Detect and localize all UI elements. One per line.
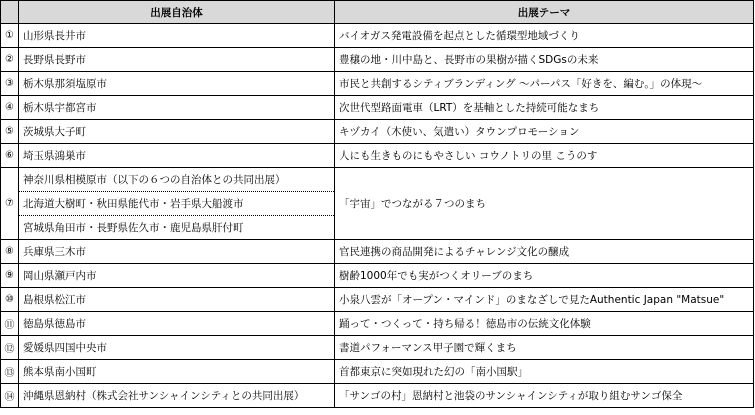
theme-cell: 「宇宙」でつながる７つのまち: [335, 168, 754, 240]
municipality-cell: 山形県長井市: [19, 24, 335, 48]
theme-cell: 「サンゴの村」恩納村と池袋のサンシャインシティが取り組むサンゴ保全: [335, 384, 754, 408]
header-municipality: 出展自治体: [19, 1, 335, 24]
theme-cell: 人にも生きものにもやさしい コウノトリの里 こうのす: [335, 144, 754, 168]
municipality-cell: 熊本県南小国町: [19, 360, 335, 384]
municipality-cell: 岡山県瀬戸内市: [19, 264, 335, 288]
theme-cell: 官民連携の商品開発によるチャレンジ文化の醸成: [335, 240, 754, 264]
table-row: [1, 72, 754, 96]
theme-cell: キヅカイ（木使い、気遣い）タウンプロモーション: [335, 120, 754, 144]
table-row: [1, 360, 754, 384]
municipality-cell: 茨城県大子町: [19, 120, 335, 144]
municipality-cell: 宮城県角田市・長野県佐久市・鹿児島県肝付町: [19, 216, 335, 240]
municipality-cell: 栃木県那須塩原市: [19, 72, 335, 96]
municipality-cell: 神奈川県相模原市（以下の６つの自治体との共同出展）: [19, 168, 335, 192]
theme-cell: 市民と共創するシティブランディング ～パーパス「好きを、編む。」の体現～: [335, 72, 754, 96]
table-row: [1, 288, 754, 312]
header-theme: 出展テーマ: [335, 1, 754, 24]
theme-cell: 首都東京に突如現れた幻の「南小国駅」: [335, 360, 754, 384]
municipality-cell: 埼玉県鴻巣市: [19, 144, 335, 168]
group-row: [1, 168, 754, 192]
row-number: ③: [1, 72, 19, 96]
table-row: [1, 264, 754, 288]
municipality-cell: 兵庫県三木市: [19, 240, 335, 264]
row-number: ⑪: [1, 312, 19, 336]
table-row: [1, 312, 754, 336]
table-row: [1, 120, 754, 144]
table-row: [1, 384, 754, 408]
row-number: ⑧: [1, 240, 19, 264]
theme-cell: 小泉八雲が「オープン・マインド」のまなざしで見たAuthentic Japan "Matsue": [335, 288, 754, 312]
municipality-cell: 北海道大樹町・秋田県能代市・岩手県大船渡市: [19, 192, 335, 216]
table-row: [1, 144, 754, 168]
header-number: [1, 1, 19, 24]
municipality-cell: 沖縄県恩納村（株式会社サンシャインシティとの共同出展）: [19, 384, 335, 408]
municipality-cell: 長野県長野市: [19, 48, 335, 72]
municipality-cell: 徳島県徳島市: [19, 312, 335, 336]
table-row: [1, 336, 754, 360]
row-number: ⑬: [1, 360, 19, 384]
municipality-cell: 愛媛県四国中央市: [19, 336, 335, 360]
theme-cell: 踊って・つくって・持ち帰る！徳島市の伝統文化体験: [335, 312, 754, 336]
row-number: ②: [1, 48, 19, 72]
table-row: [1, 48, 754, 72]
theme-cell: 豊穣の地・川中島と、長野市の果樹が描くSDGsの未来: [335, 48, 754, 72]
row-number: ④: [1, 96, 19, 120]
row-number: ⑤: [1, 120, 19, 144]
table-row: [1, 24, 754, 48]
row-number: ⑫: [1, 336, 19, 360]
row-number: ⑨: [1, 264, 19, 288]
theme-cell: バイオガス発電設備を起点とした循環型地域づくり: [335, 24, 754, 48]
row-number: ①: [1, 24, 19, 48]
row-number: ⑭: [1, 384, 19, 408]
row-number: ⑥: [1, 144, 19, 168]
table-row: [1, 96, 754, 120]
municipality-cell: 栃木県宇都宮市: [19, 96, 335, 120]
theme-cell: 次世代型路面電車（LRT）を基軸とした持続可能なまち: [335, 96, 754, 120]
theme-cell: 書道パフォーマンス甲子園で輝くまち: [335, 336, 754, 360]
table-row: [1, 240, 754, 264]
theme-cell: 樹齢1000年でも実がつくオリーブのまち: [335, 264, 754, 288]
municipality-cell: 島根県松江市: [19, 288, 335, 312]
row-number: ⑦: [1, 168, 19, 240]
row-number: ⑩: [1, 288, 19, 312]
header-row: [1, 1, 754, 24]
